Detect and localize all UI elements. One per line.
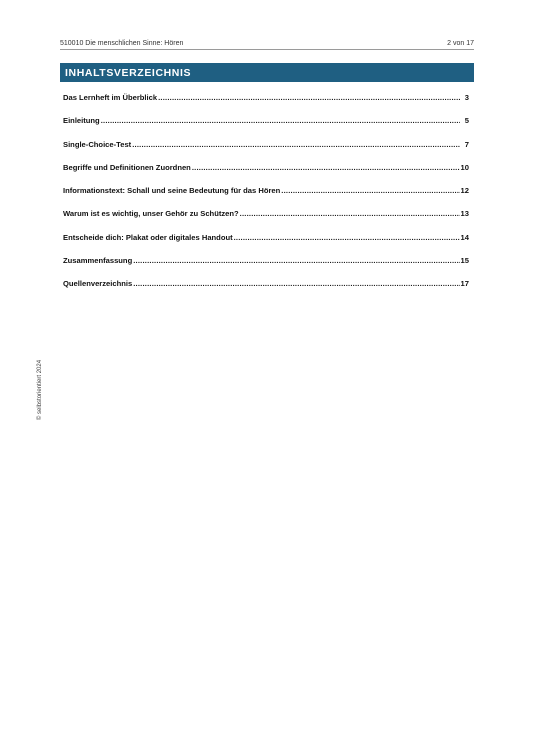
document-title: 510010 Die menschlichen Sinne: Hören: [60, 40, 184, 47]
toc-entry[interactable]: [63, 256, 469, 279]
toc-entry[interactable]: [63, 279, 469, 302]
toc-entry-page: 10: [460, 162, 469, 172]
toc-entry-page: 14: [460, 232, 469, 242]
toc-entry-title: Entscheide dich: Plakat oder digitales Handout: [63, 232, 233, 242]
toc-leader-dots: [240, 209, 460, 218]
copyright-notice: © selbstorientiert 2024: [37, 359, 43, 421]
toc-heading-text: INHALTSVERZEICHNIS: [65, 66, 192, 79]
toc-entry-page: 12: [460, 186, 469, 196]
toc-entry-page: 7: [464, 139, 469, 149]
toc-leader-dots: [133, 256, 459, 265]
toc-entry-title: Einleitung: [63, 116, 100, 126]
toc-entry-page: 15: [460, 256, 469, 266]
toc-entry-title: Quellenverzeichnis: [63, 279, 133, 289]
toc-heading: [60, 63, 474, 82]
page-number: 2 von 17: [447, 40, 474, 47]
toc-entry-page: 17: [460, 279, 469, 289]
toc-leader-dots: [158, 93, 460, 102]
toc-leader-dots: [133, 279, 459, 288]
toc-leader-dots: [192, 163, 460, 172]
toc-entry[interactable]: [63, 163, 469, 186]
toc-entry[interactable]: [63, 116, 469, 139]
toc-entry-title: Single-Choice-Test: [63, 139, 132, 149]
toc-entry-title: Zusammenfassung: [63, 256, 133, 266]
toc-entry-title: Informationstext: Schall und seine Bedeutung für das Hören: [63, 186, 281, 196]
toc-entry[interactable]: [63, 93, 469, 116]
toc-entry-page: 3: [464, 93, 469, 102]
toc-entry-title: Begriffe und Definitionen Zuordnen: [63, 162, 191, 172]
toc-entry-title: Das Lernheft im Überblick: [63, 93, 158, 102]
toc-leader-dots: [234, 233, 460, 242]
toc-entry[interactable]: [63, 209, 469, 232]
toc-entry-title: Warum ist es wichtig, unser Gehör zu Schützen?: [63, 209, 239, 219]
toc-leader-dots: [281, 186, 459, 195]
toc-entry-page: 5: [464, 116, 469, 126]
toc-entry[interactable]: [63, 186, 469, 209]
toc-leader-dots: [132, 140, 460, 149]
toc-list: [63, 93, 469, 303]
toc-entry-page: 13: [460, 209, 469, 219]
page-header: [60, 40, 474, 50]
toc-entry[interactable]: [63, 140, 469, 163]
toc-entry[interactable]: [63, 233, 469, 256]
toc-leader-dots: [101, 116, 460, 125]
